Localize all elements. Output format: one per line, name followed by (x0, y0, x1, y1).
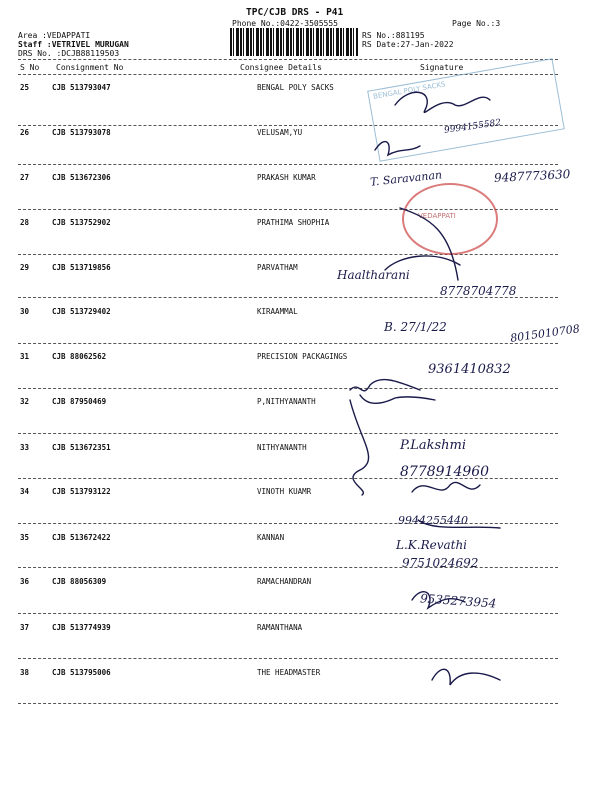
signature-31 (350, 380, 420, 391)
row-sno: 35 (20, 533, 30, 542)
area-label: Area :VEDAPPATI (18, 31, 91, 40)
row-consignment: CJB 513729402 (52, 307, 111, 316)
handwritten-phone: 8778914960 (400, 464, 490, 480)
handwritten-phone: 9361410832 (428, 362, 511, 377)
handwritten-name: T. Saravanan (369, 168, 443, 189)
row-sno: 28 (20, 218, 30, 227)
row-sno: 37 (20, 623, 30, 632)
handwritten-phone: 9535273954 (419, 591, 497, 611)
row-consignment: CJB 513672351 (52, 443, 111, 452)
rs-date: RS Date:27-Jan-2022 (362, 40, 454, 49)
handwritten-phone: 8778704778 (440, 284, 517, 298)
bracket-32-33 (350, 400, 369, 495)
row-consignment: CJB 513719856 (52, 263, 111, 272)
row-sno: 30 (20, 307, 30, 316)
handwritten-phone: 9751024692 (402, 556, 479, 570)
row-sno: 34 (20, 487, 30, 496)
row-consignee: KIRAAMMAL (257, 307, 298, 316)
col-consignment: Consignment No (56, 63, 124, 72)
row-consignment: CJB 513672422 (52, 533, 111, 542)
handwritten-phone: 9944255440 (398, 514, 468, 527)
row-sno: 38 (20, 668, 30, 677)
row-sno: 31 (20, 352, 30, 361)
drs-number: DRS No. :DCJB88119503 (18, 49, 120, 58)
row-consignee: PRATHIMA SHOPHIA (257, 218, 330, 227)
phone-number: Phone No.:0422-3505555 (232, 19, 338, 28)
col-signature: Signature (420, 63, 464, 72)
row-consignment: CJB 88056309 (52, 577, 107, 586)
handwritten-phone: 8015010708 (509, 322, 581, 345)
row-consignee: P,NITHYANANTH (257, 397, 316, 406)
page-number: Page No.:3 (452, 19, 501, 28)
row-consignment: CJB 88062562 (52, 352, 107, 361)
row-consignee: RAMACHANDRAN (257, 577, 312, 586)
row-consignee: PARVATHAM (257, 263, 298, 272)
row-sno: 32 (20, 397, 30, 406)
signature-30 (360, 395, 435, 403)
row-sno: 27 (20, 173, 30, 182)
signature-26 (395, 92, 490, 112)
stamp-text: VEDAPPATI (418, 212, 456, 220)
row-sno: 33 (20, 443, 30, 452)
row-consignment: CJB 513795006 (52, 668, 111, 677)
row-consignee: RAMANTHANA (257, 623, 303, 632)
row-consignee: KANNAN (257, 533, 285, 542)
handwritten-name: L.K.Revathi (396, 538, 468, 552)
row-sno: 25 (20, 83, 30, 92)
staff-label: Staff :VETRIVEL MURUGAN (18, 40, 129, 49)
col-consignee: Consignee Details (240, 63, 322, 72)
row-sno: 26 (20, 128, 30, 137)
row-consignee: VINOTH KUAMR (257, 487, 312, 496)
rs-number: RS No.:881195 (362, 31, 425, 40)
handwritten-name: Haaltharani (337, 268, 410, 282)
row-consignment: CJB 513774939 (52, 623, 111, 632)
document-title: TPC/CJB DRS - P41 (246, 7, 344, 18)
row-consignment: CJB 513752902 (52, 218, 111, 227)
row-sno: 29 (20, 263, 30, 272)
handwritten-phone: 9487773630 (493, 167, 571, 185)
row-consignment: CJB 513793122 (52, 487, 111, 496)
row-consignment: CJB 513793078 (52, 128, 111, 137)
handwritten-initials: B. 27/1/22 (384, 320, 447, 334)
row-sno: 36 (20, 577, 30, 586)
stamp-text: BENGAL POLY SACKS (372, 80, 447, 101)
divider (18, 59, 558, 60)
col-sno: S No (20, 63, 40, 72)
row-consignee: THE HEADMASTER (257, 668, 321, 677)
row-consignee: NITHYANANTH (257, 443, 307, 452)
row-consignment: CJB 87950469 (52, 397, 107, 406)
row-consignee: PRECISION PACKAGINGS (257, 352, 348, 361)
row-consignee: VELUSAM,YU (257, 128, 303, 137)
signature-38 (432, 669, 500, 685)
row-consignee: PRAKASH KUMAR (257, 173, 316, 182)
handwritten-phone: 9994155582 (443, 118, 502, 136)
row-consignee: BENGAL POLY SACKS (257, 83, 334, 92)
handwritten-name: P.Lakshmi (400, 438, 467, 453)
row-consignment: CJB 513672306 (52, 173, 111, 182)
row-consignment: CJB 513793047 (52, 83, 111, 92)
barcode (230, 28, 358, 56)
signature-34 (412, 482, 480, 492)
signature-26b (375, 142, 420, 155)
